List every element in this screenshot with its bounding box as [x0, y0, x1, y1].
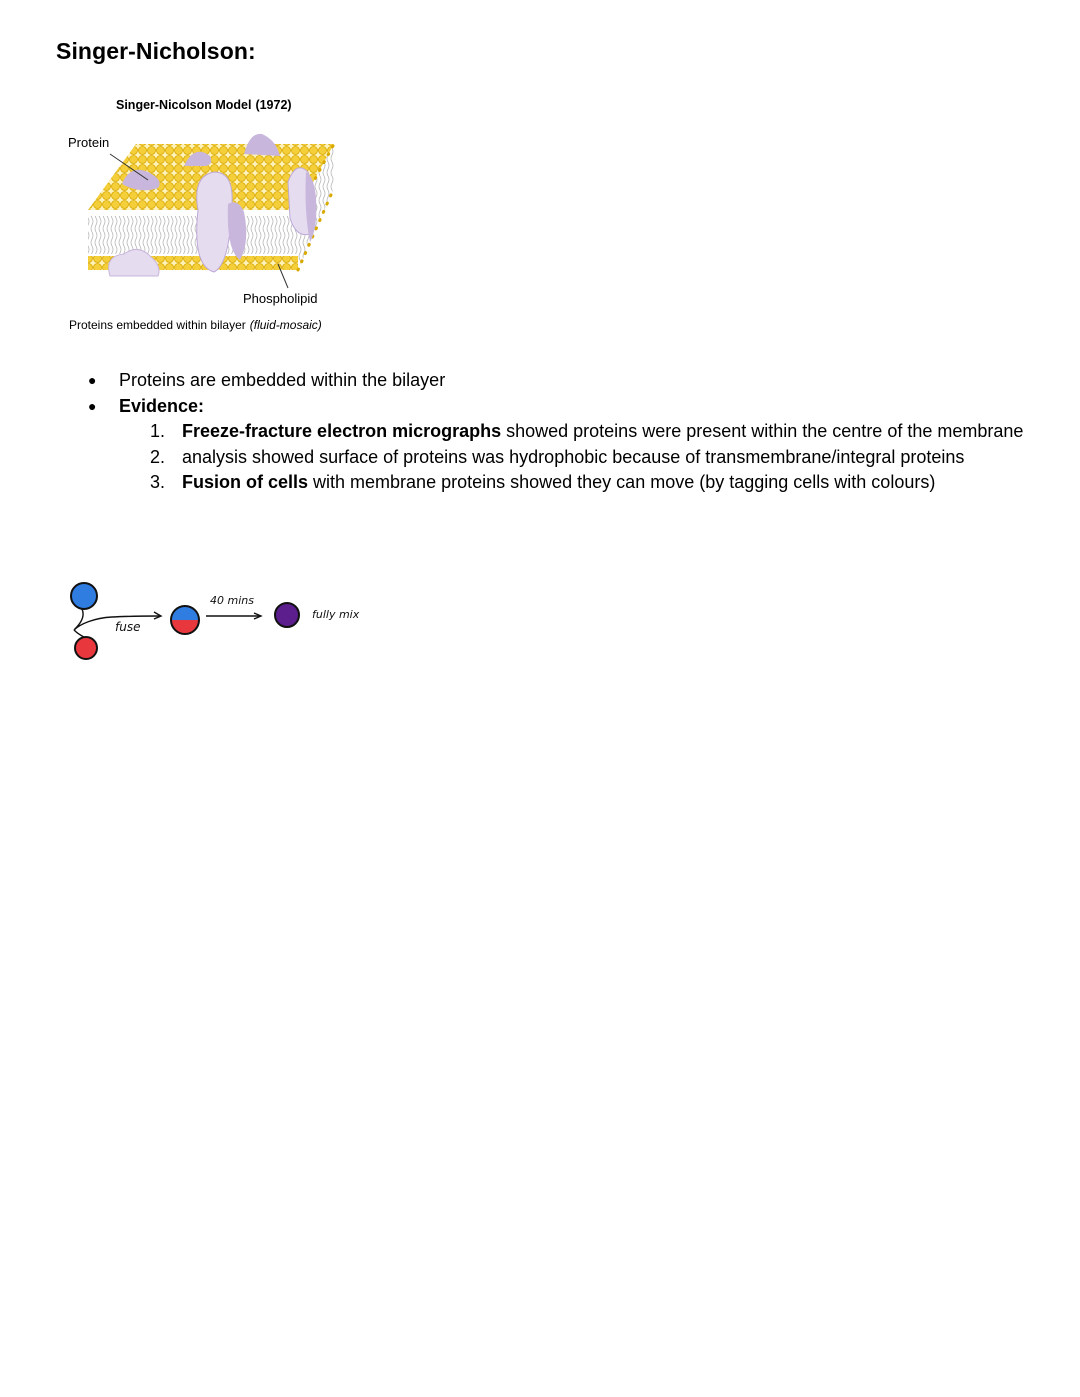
cell-fusion-sketch: [60, 578, 390, 668]
blue-cell: [71, 583, 97, 609]
time-label: 40 mins: [210, 594, 254, 607]
mixed-cell: [275, 603, 299, 627]
evidence-text: with membrane proteins showed they can move (by tagging cells with colours): [308, 472, 936, 492]
evidence-text: analysis showed surface of proteins was hydrophobic because of transmembrane/integral proteins: [182, 446, 965, 467]
evidence-item: [150, 445, 1044, 471]
protein-label: Protein: [68, 135, 110, 150]
evidence-bold: Fusion of cells: [182, 472, 309, 492]
bullet-item: [84, 368, 1044, 394]
bullet-list: [84, 368, 1044, 496]
bullet-marker: ●: [88, 372, 97, 388]
evidence-text: showed proteins were present within the centre of the membrane: [501, 421, 1024, 441]
evidence-bold: Freeze-fracture electron micrographs: [182, 421, 502, 441]
bilayer-tail-region: [88, 216, 298, 254]
figure-caption: Proteins embedded within bilayer (fluid-mosaic): [69, 318, 322, 332]
fluid-mosaic-figure: [66, 92, 366, 342]
evidence-number: 1.: [150, 421, 166, 441]
mix-label: fully mix: [312, 608, 360, 621]
bullet-marker: ●: [88, 397, 97, 414]
red-cell: [75, 637, 97, 659]
evidence-item: [150, 419, 1044, 445]
membrane-illustration: [66, 92, 366, 307]
bullet-item: [84, 394, 1044, 420]
evidence-item: [150, 470, 1044, 496]
bullet-text: Proteins are embedded within the bilayer: [119, 370, 446, 390]
bullet-text: Evidence:: [119, 395, 205, 416]
evidence-list: [150, 419, 1044, 496]
phospholipid-label: Phospholipid: [243, 291, 318, 306]
evidence-number: 2.: [150, 446, 166, 467]
evidence-number: 3.: [150, 472, 166, 492]
figure-title: Singer-Nicolson Model (1972): [116, 98, 292, 112]
page-title: Singer-Nicholson:: [56, 38, 256, 64]
protein-top-right: [244, 134, 280, 156]
fuse-label: fuse: [115, 620, 141, 634]
